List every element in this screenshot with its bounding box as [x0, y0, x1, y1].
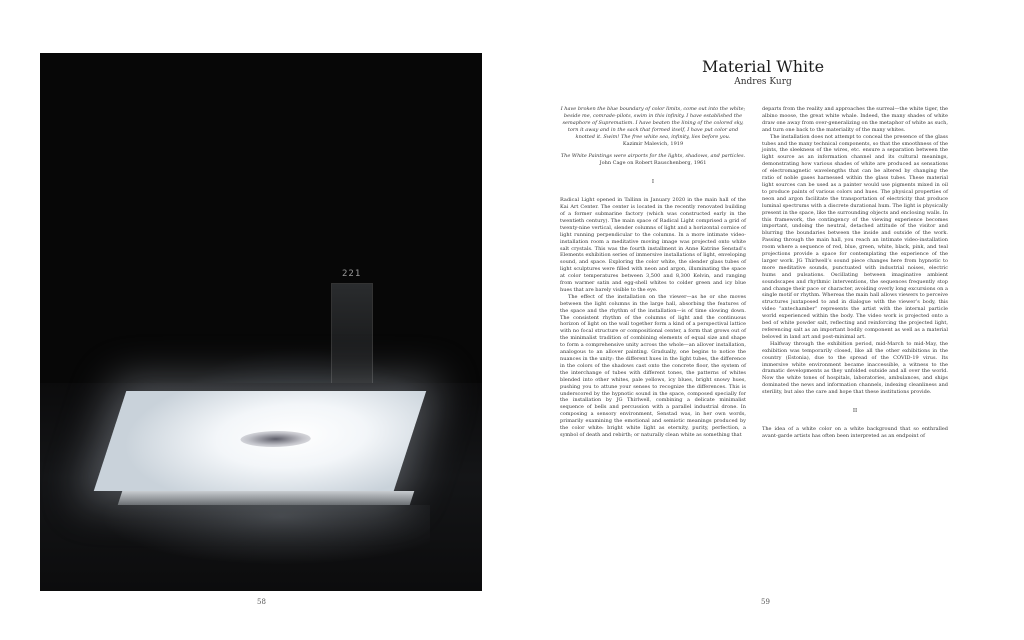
body-paragraph: Halfway through the exhibition period, mid-March to mid-May, the exhibition was temporarily closed, like all the other exhibitions in the country (Estonia), due to the spread of the COVID-19 virus. Its immersive white environment became inaccessible, a witness to the dramatic developments as they unfolded outside and all over the world. Now the white tones of hospitals, laboratories, ambulances, and ships dominated the news and information channels, indexing cleanliness and sterility, but also the care and hope that these institutions provide.	[762, 340, 948, 396]
page-number-right: 59	[761, 598, 770, 606]
light-box	[94, 391, 426, 491]
epigraph-malevich-attribution: Kazimir Malevich, 1919	[622, 140, 684, 147]
light-box-shadow	[238, 431, 313, 447]
epigraph-cage-attribution: John Cage on Robert Rauschenberg, 1961	[599, 160, 707, 167]
door-number: 221	[342, 269, 362, 279]
body-paragraph: The effect of the installation on the viewer—as he or she moves between the light columns in the large hall, absorbing the features of the space and the rhythm of the installation—is of time slowing down. The consistent rhythm of the columns of light and the continuous horizon of light on the wall together form a kind of a perspectival lattice with no focal structure or compositional center, a form that grows out of the minimalist tradition of combining elements of equal size and shape to form a comprehensive unity across the whole—an allover installation, analogous to an allover painting. Gradually, one begins to notice the nuances in the unity: the different hues in the light tubes, the difference in the colors of the shadows cast onto the concrete floor, the system of the interchange of tubes with different tones, the patterns of whites blended into other whites, pale yellows, icy blues, bright snowy hues, pushing you to attune your senses to recognize the differences. This is underscored by the hypnotic sound in the space, composed specially for the installation by JG Thirlwell, combining a delicate minimalist sequence of bells and percussion with a parallel industrial drone. In composing a sensory environment, Senstad was, in her own words, primarily examining the emotional and semiotic meanings produced by the color white: bright white light as eternity, purity, perfection, a symbol of death and rebirth; or naturally clean white as something that	[560, 293, 746, 438]
epigraph-cage: The White Paintings were airports for the lights, shadows, and particles.	[560, 153, 746, 160]
text-column-2	[762, 106, 948, 440]
section-number-1: I	[651, 179, 655, 186]
text-column-1	[560, 106, 746, 439]
installation-photo	[40, 53, 482, 591]
body-paragraph: The idea of a white color on a white background that so enthralled avant-garde artists has often been interpreted as an endpoint of	[762, 425, 948, 439]
floor-reflection	[100, 505, 430, 565]
door	[331, 283, 373, 397]
body-paragraph: departs from the reality and approaches the surreal—the white tiger, the albino moose, the great white whale. Indeed, the many shades of white draw one away from over-generalizing on the metaphor of white as such, and turn one back to the materiality of the many whites.	[762, 106, 948, 133]
light-box-base	[118, 491, 415, 505]
page-number-left: 58	[257, 598, 266, 606]
body-paragraph: The installation does not attempt to conceal the presence of the glass tubes and the many technical components, so that the smoothness of the joints, the sleekness of the wires, etc. ensure a separation between the light source as an information channel and its cultural meanings, demonstrating how various shades of white are produced as sensations of electromagnetic wavelengths that can be altered by changing the ratio of noble gases harnessed within the glass tubes. These material light sources can be used as a painter would use pigments mixed in oil to produce paints of various colors and hues. The physical properties of neon and argon facilitate the transportation of electricity that produce luminal spectrums with a discrete durational hum. The light is physically present in the space, like the surrounding objects and enclosing walls. In this framework, the contingency of the viewing experience becomes important, undoing the neutral, detached attitude of the visitor and blurring the boundaries between the inside and outside of the work. Passing through the main hall, you reach an intimate video-installation room where a sequence of red, blue, green, white, black, pink, and teal projections provide a space for contemplating the experience of the larger work. JG Thirlwell’s sound piece changes here from hypnotic to more meditative sounds, punctuated with industrial noises, electric hums and pulsations. Oscillating between imaginative ambient soundscapes and rhythmic interventions, the sequences frequently stop and change their pace or character, avoiding overly long excursions on a single motif or rhythm. Whereas the main hall allows viewers to perceive structures juxtaposed to and in dialogue with the viewer’s body, this video “antechamber” represents the artist with the internal particle world experienced within the body. The video work is projected onto a bed of white powder salt, reflecting and reinforcing the projected light, referencing salt as an important bodily component as well as a material beloved in land art and post-minimal art.	[762, 133, 948, 340]
article-author: Andres Kurg	[734, 77, 792, 87]
article-title: Material White	[701, 57, 825, 76]
epigraph-malevich: I have broken the blue boundary of color limits, come out into the white; beside me, comrade-pilots, swim in this infinity. I have established the semaphore of Suprematism. I have beaten the lining of the colored sky, torn it away and in the sack that formed itself, I have put color and knotted it. Swim! The free white sea, infinity, lies before you.	[560, 106, 746, 140]
section-number-2: II	[852, 408, 858, 415]
body-paragraph: Radical Light opened in Tallinn in January 2020 in the main hall of the Kai Art Center. The center is located in the recently renovated building of a former submarine factory (which was constructed early in the twentieth century). The main space of Radical Light comprised a grid of twenty-nine vertical, slender columns of light and a horizontal cornice of light running perpendicular to the columns. In a more intimate video-installation room a meditative moving image was projected onto white salt crystals. This was the fourth installment in Anne Katrine Senstad’s Elements exhibition series of immersive installations of light, enveloping sound, and space. Exploring the color white, the slender glass tubes of light sculptures were filled with neon and argon, illuminating the space at color temperatures between 3,500 and 8,300 Kelvin, and ranging from warmer satin and egg-shell whites to colder green and icy blue hues that are barely visible to the eye.	[560, 197, 746, 293]
